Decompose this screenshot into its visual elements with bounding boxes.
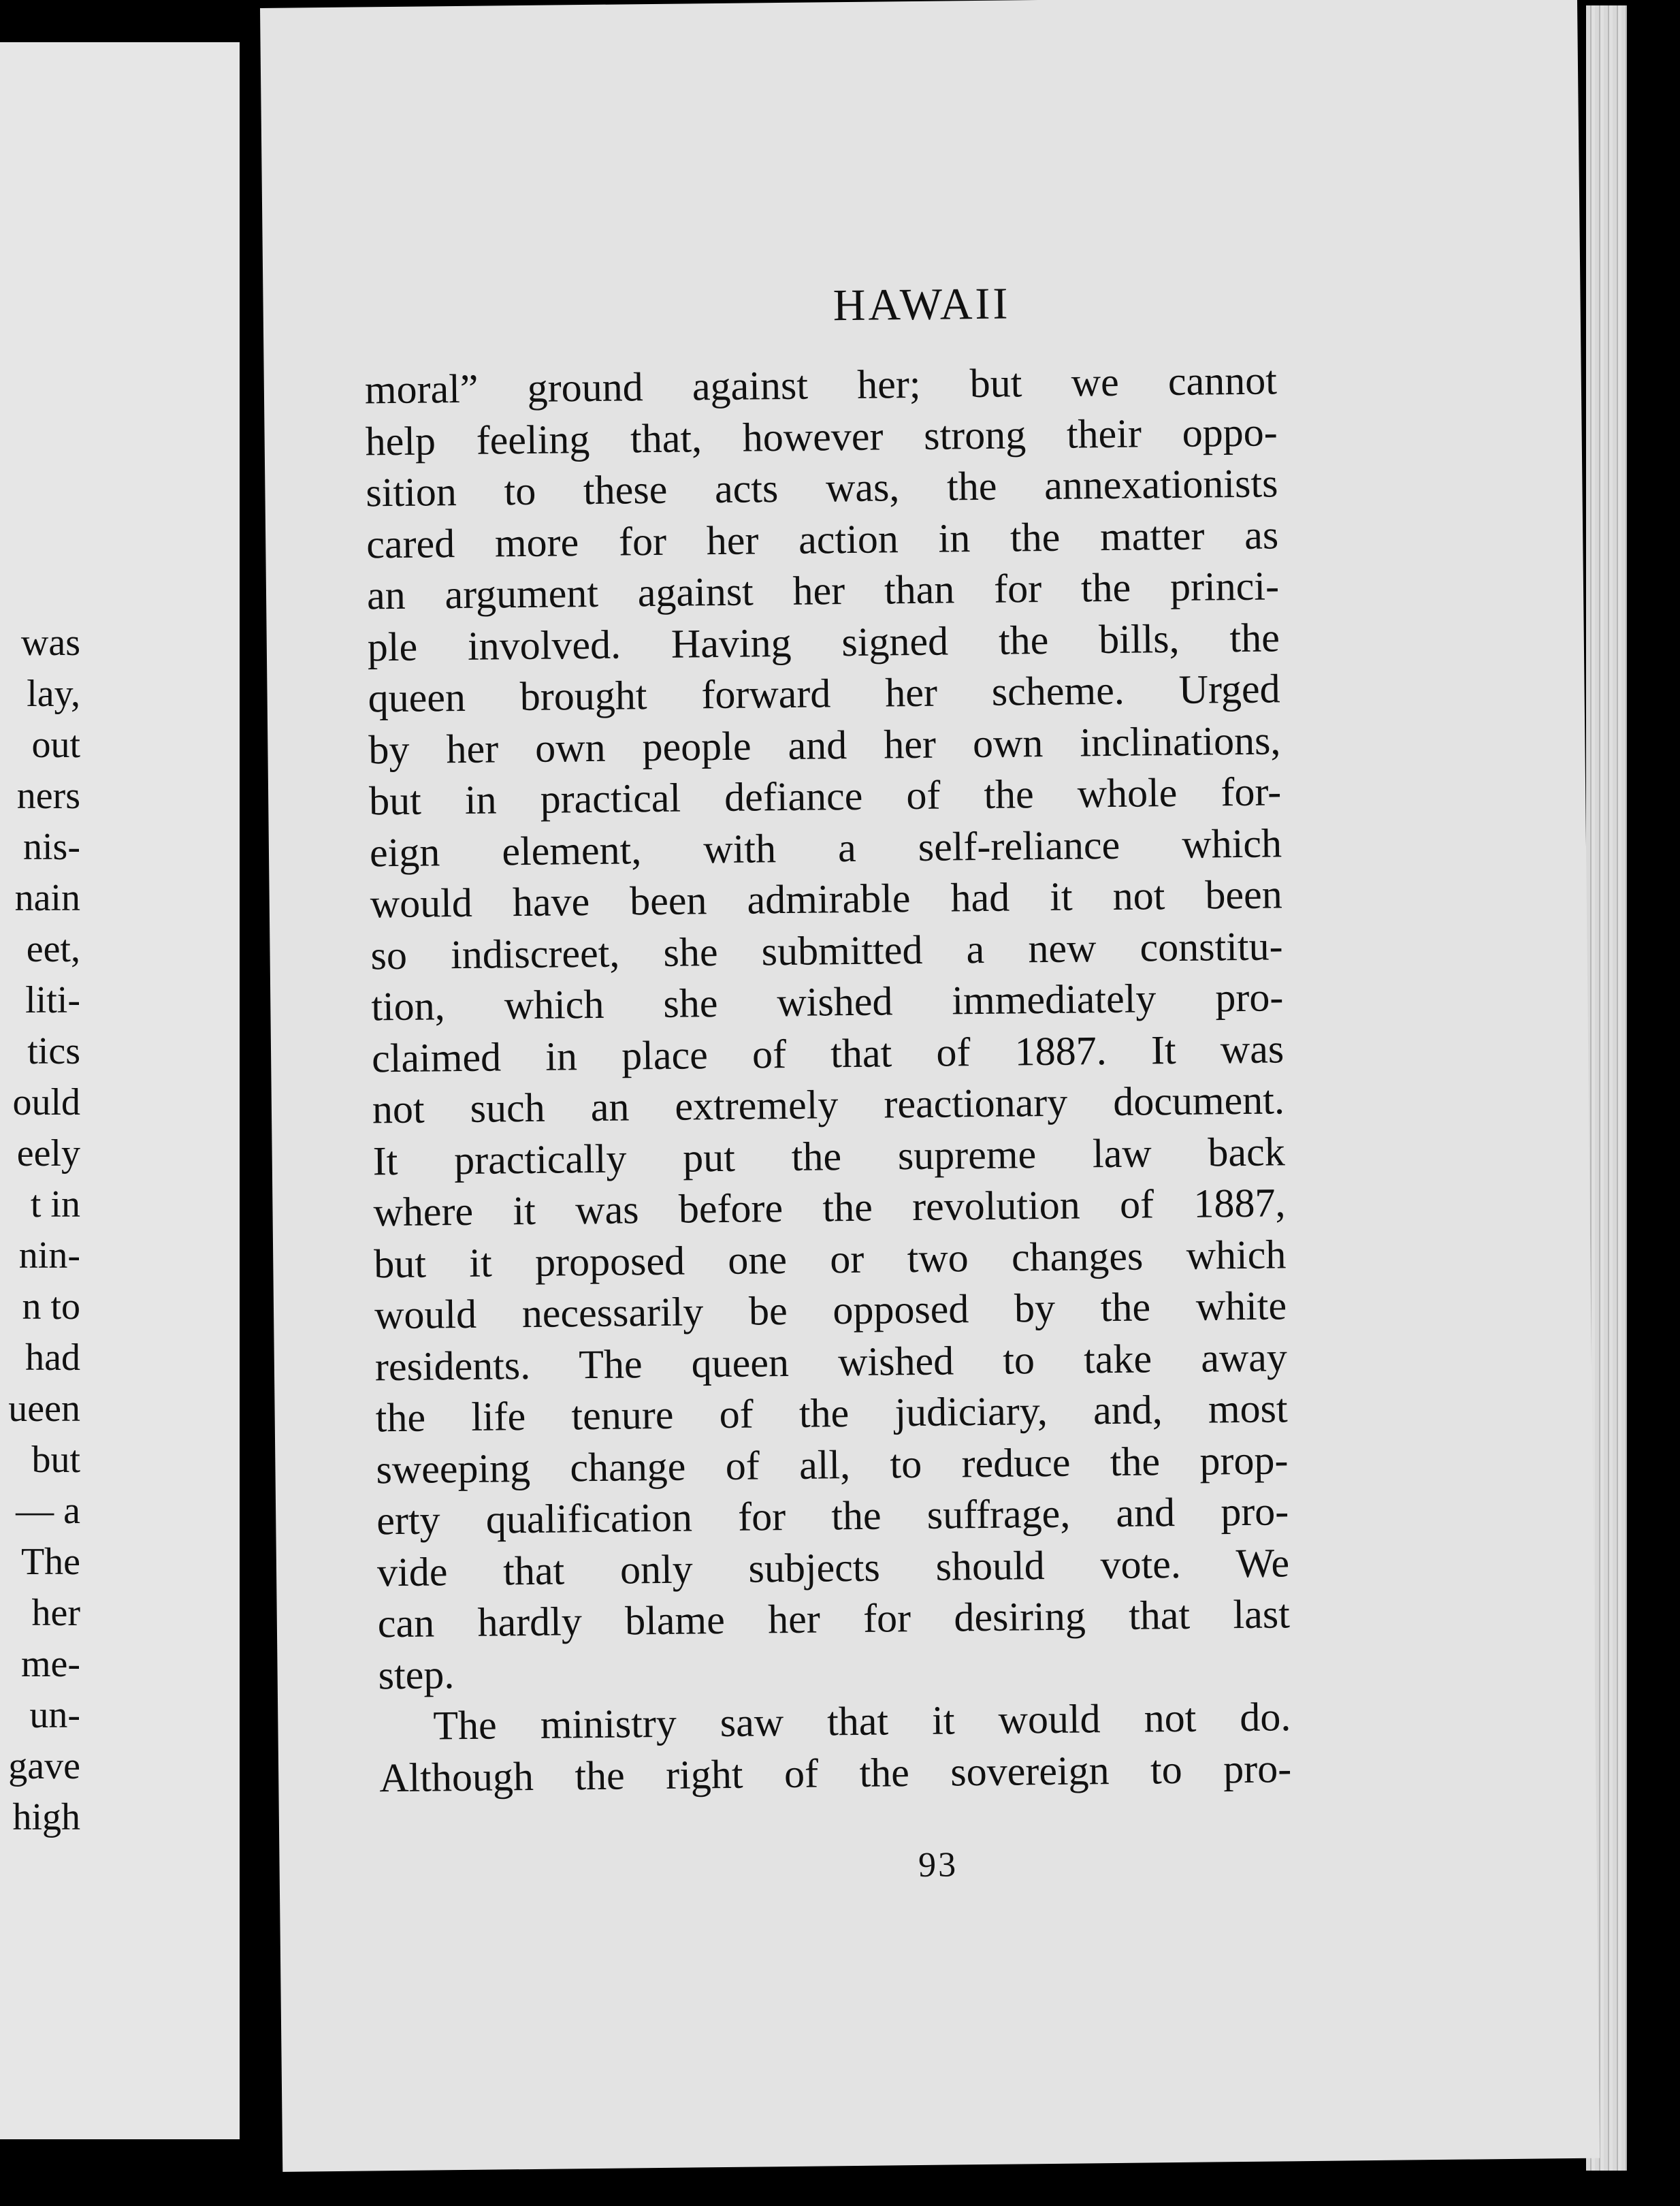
left-line: me- — [20, 1643, 80, 1685]
left-line: nis- — [23, 826, 80, 868]
left-line: tics — [27, 1030, 80, 1072]
text-line: would have been admirable had it not been — [370, 872, 1283, 927]
text-line: queen brought forward her scheme. Urged — [368, 666, 1280, 721]
left-page — [0, 42, 240, 2139]
text-line: sweeping change of all, to reduce the prop- — [376, 1437, 1289, 1492]
left-line: The — [20, 1541, 80, 1583]
text-line: claimed in place of that of 1887. It was — [371, 1025, 1285, 1081]
text-line: would necessarily be opposed by the white — [374, 1283, 1287, 1338]
text-line: where it was before the revolution of 1887, — [373, 1180, 1286, 1235]
left-line: t in — [30, 1183, 80, 1226]
left-line: nin- — [18, 1234, 80, 1277]
running-head: HAWAII — [833, 278, 1011, 331]
left-line: — a — [16, 1490, 80, 1532]
text-line: erty qualification for the suffrage, and pro- — [376, 1488, 1289, 1544]
left-line: gave — [8, 1745, 80, 1787]
left-line: un- — [29, 1694, 80, 1736]
page-number: 93 — [918, 1845, 958, 1885]
left-line: ueen — [8, 1388, 80, 1430]
left-line: high — [12, 1796, 80, 1838]
text-line: Although the right of the sovereign to pro- — [378, 1745, 1292, 1800]
text-line: not such an extremely reactionary document. — [372, 1077, 1285, 1132]
left-line: lay, — [27, 673, 80, 715]
text-line: step. — [378, 1651, 455, 1697]
text-line: so indiscreet, she submitted a new constitu- — [370, 923, 1283, 978]
text-line: ple involved. Having signed the bills, the — [367, 614, 1280, 669]
left-line: eet, — [26, 928, 80, 970]
text-line: can hardly blame her for desiring that last — [377, 1591, 1291, 1646]
text-line: by her own people and her own inclinations, — [368, 717, 1281, 772]
left-line: liti- — [25, 979, 80, 1021]
text-line: an argument against her than for the princi- — [366, 563, 1280, 618]
text-line: moral” ground against her; but we cannot — [364, 357, 1278, 413]
text-line: cared more for her action in the matter as — [366, 511, 1279, 566]
left-line: n to — [22, 1285, 80, 1328]
body-text — [364, 355, 1291, 1804]
left-line: had — [25, 1337, 80, 1379]
text-line: but it proposed one or two changes which — [373, 1231, 1287, 1286]
left-line: her — [31, 1592, 80, 1634]
left-line: ould — [12, 1081, 80, 1123]
text-line: residents. The queen wished to take away — [374, 1334, 1288, 1389]
left-line: eely — [16, 1132, 80, 1174]
left-line: out — [31, 724, 80, 766]
left-line: was — [20, 622, 80, 664]
text-line: It practically put the supreme law back — [372, 1128, 1286, 1183]
text-line: but in practical defiance of the whole for- — [368, 769, 1282, 824]
text-line: tion, which she wished immediately pro- — [371, 974, 1284, 1029]
right-page — [260, 0, 1600, 2172]
text-line: sition to these acts was, the annexationists — [366, 460, 1278, 515]
text-line: help feeling that, however strong their oppo- — [365, 409, 1278, 464]
left-line: ners — [16, 775, 80, 817]
text-line: the life tenure of the judiciary, and, most — [375, 1386, 1288, 1441]
text-line: eign element, with a self-reliance which — [369, 820, 1282, 875]
text-line: vide that only subjects should vote. We — [376, 1539, 1290, 1595]
left-line: but — [31, 1439, 80, 1481]
left-line: nain — [14, 877, 80, 919]
left-page-text — [0, 618, 240, 1843]
text-line: The ministry saw that it would not do. — [433, 1694, 1291, 1748]
